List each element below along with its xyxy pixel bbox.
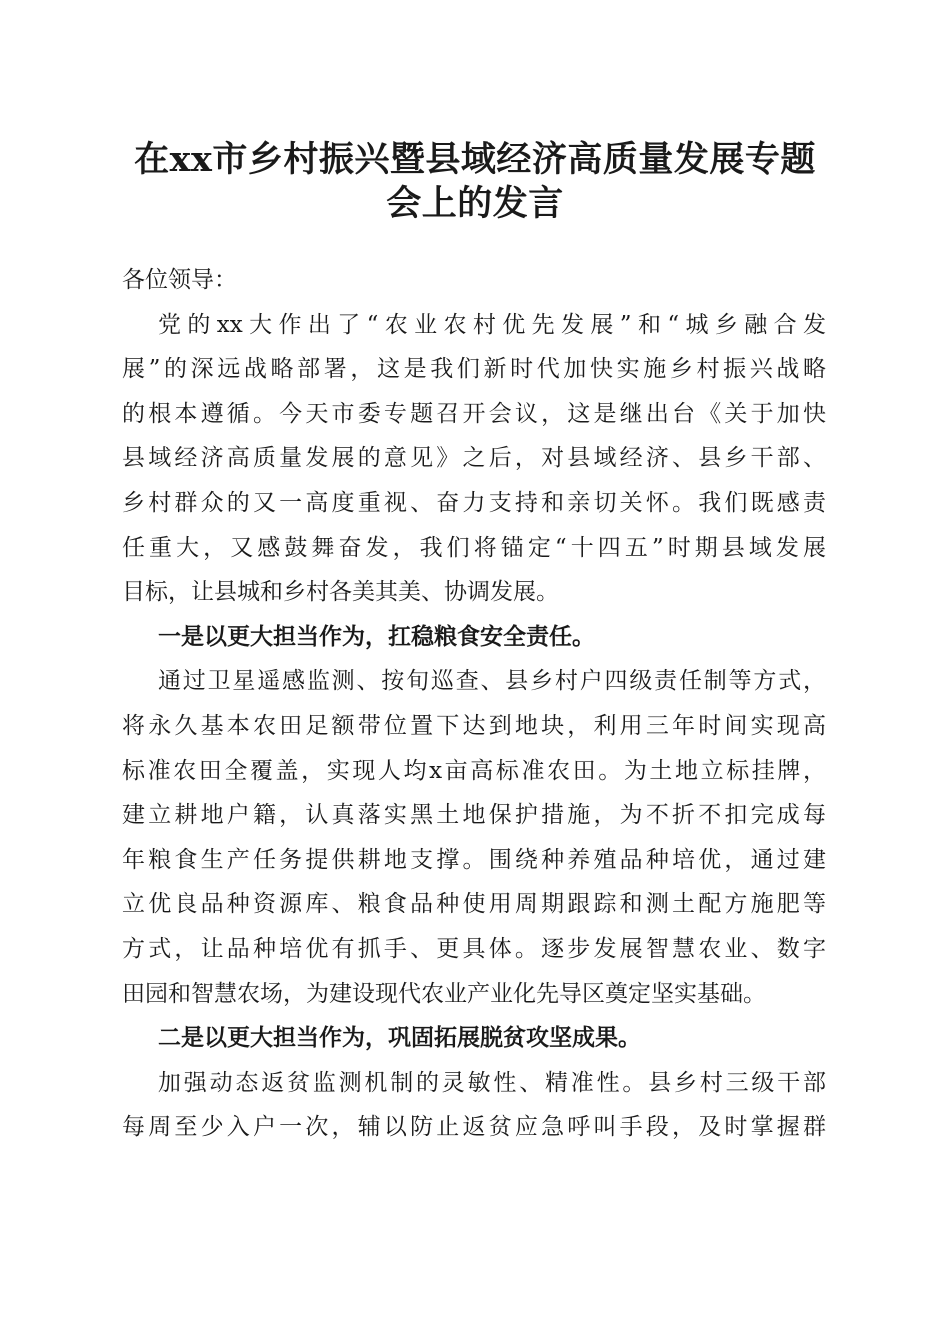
paragraph-line: 立优良品种资源库、粮食品种使用周期跟踪和测土配方施肥等 xyxy=(122,891,826,918)
paragraph-line: 建立耕地户籍，认真落实黑土地保护措施，为不折不扣完成每 xyxy=(122,802,826,829)
paragraph-line: 党的xx大作出了“农业农村优先发展”和“城乡融合发 xyxy=(158,311,826,338)
paragraph-line: 乡村群众的又一高度重视、奋力支持和亲切关怀。我们既感责 xyxy=(122,489,826,516)
salutation: 各位领导： xyxy=(122,267,237,293)
title-line-1: 在xx市乡村振兴暨县域经济高质量发展专题 xyxy=(134,139,816,180)
paragraph-line: 目标，让县城和乡村各美其美、协调发展。 xyxy=(122,579,559,606)
paragraph-line: 将永久基本农田足额带位置下达到地块，利用三年时间实现高 xyxy=(122,712,826,739)
paragraph-line: 展”的深远战略部署，这是我们新时代加快实施乡村振兴战略 xyxy=(122,356,826,383)
document-title xyxy=(100,138,850,226)
title-line-2: 会上的发言 xyxy=(386,183,564,224)
paragraph-line: 年粮食生产任务提供耕地支撑。围绕种养殖品种培优，通过建 xyxy=(122,846,826,873)
paragraph-line: 田园和智慧农场，为建设现代农业产业化先导区奠定坚实基础。 xyxy=(122,980,766,1007)
paragraph-line: 县域经济高质量发展的意见》之后，对县域经济、县乡干部、 xyxy=(122,445,826,472)
paragraph-line: 加强动态返贫监测机制的灵敏性、精准性。县乡村三级干部 xyxy=(158,1069,826,1096)
paragraph-line: 每周至少入户一次，辅以防止返贫应急呼叫手段，及时掌握群 xyxy=(122,1114,826,1141)
document-body xyxy=(122,258,826,1150)
paragraph-line: 的根本遵循。今天市委专题召开会议，这是继出台《关于加快 xyxy=(122,400,826,427)
section-heading-line: 二是以更大担当作为，巩固拓展脱贫攻坚成果。 xyxy=(158,1024,641,1052)
paragraph-line: 任重大，又感鼓舞奋发，我们将锚定“十四五”时期县域发展 xyxy=(122,534,826,561)
paragraph-line: 通过卫星遥感监测、按旬巡查、县乡村户四级责任制等方式， xyxy=(158,668,826,695)
paragraph-line: 标准农田全覆盖，实现人均x亩高标准农田。为土地立标挂牌， xyxy=(122,757,826,784)
paragraph-line: 方式，让品种培优有抓手、更具体。逐步发展智慧农业、数字 xyxy=(122,935,826,962)
section-heading-line: 一是以更大担当作为，扛稳粮食安全责任。 xyxy=(158,622,595,650)
